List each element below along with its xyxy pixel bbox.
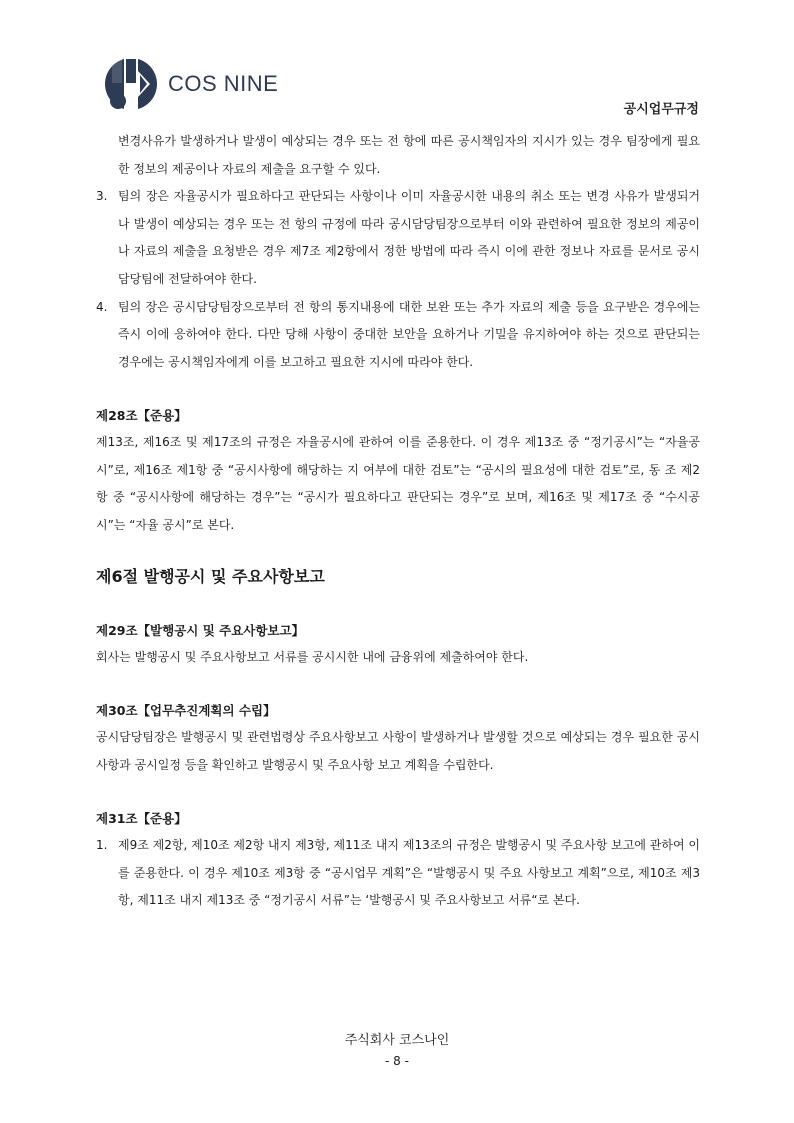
article-31-heading: 제31조【준용】 [96,811,187,827]
item-number: 4. [96,299,108,314]
logo-text: COS NINE [168,71,279,96]
page-number: - 8 - [385,1054,409,1068]
article-28-text: 제13조, 제16조 및 제17조의 규정은 자율공시에 관하여 이를 준용한다. 이 경우 제13조 중 “정기공시”는 “자율공시”로, 제16조 제1항 중 “공시사항에 해당하는 지 여부에 대한 검토”는 “공시의 필요성에 대한 검토”로, 동 조 제2항 중 “공시사항에 해당하는 경우”는 “공시가 필요하다고 판단되는 경우”로 보며, 제16조 및 제17조 중 “수시공시”는 “자율 공시”로 본다. [96,435,700,532]
item-3 [96,183,700,293]
item-2-continuation: 변경사유가 발생하거나 발생이 예상되는 경우 또는 전 항에 따른 공시책임자의 지시가 있는 경우 팀장에게 필요한 정보의 제공이나 자료의 제출을 요구할 수 있다. [118,134,700,176]
item-text: 제9조 제2항, 제10조 제2항 내지 제3항, 제11조 내지 제13조의 규정은 발행공시 및 주요사항 보고에 관하여 이를 준용한다. 이 경우 제10조 제3항 중 “공시업무 계획”은 “발행공시 및 주요 사항보고 계획”으로, 제10조 제3항, 제11조 내지 제13조 중 “정기공시 서류”는 ‘발행공시 및 주요사항보고 서류“로 본다. [118,838,700,908]
article-28-heading: 제28조【준용】 [96,408,187,424]
article-29-heading: 제29조【발행공시 및 주요사항보고】 [96,622,305,638]
document-title: 공시업무규정 [623,102,699,117]
article-31-item-1 [96,832,700,915]
item-text: 팀의 장은 자율공시가 필요하다고 판단되는 사항이나 이미 자율공시한 내용의 취소 또는 변경 사유가 발생되거나 발생이 예상되는 경우 또는 전 항의 규정에 따라 공시담당팀장으로부터 이와 관련하여 필요한 정보의 제공이나 자료의 제출을 요청받은 경우 제7조 제2항에서 정한 방법에 따라 즉시 이에 관한 정보나 자료를 문서로 공시담당팀에 전달하여야 한다. [118,189,700,286]
cos-nine-logo-icon [104,55,158,113]
item-4 [96,294,700,377]
article-30-text: 공시담당팀장은 발행공시 및 관련법령상 주요사항보고 사항이 발생하거나 발생할 것으로 예상되는 경우 필요한 공시사항과 공시일정 등을 확인하고 발행공시 및 주요사항 보고 계획을 수립한다. [96,730,700,772]
company-logo [104,55,278,113]
item-number: 3. [96,189,108,204]
document-body [96,128,700,915]
article-29-text: 회사는 발행공시 및 주요사항보고 서류를 공시시한 내에 금융위에 제출하여야 한다. [96,649,529,664]
footer-company: 주식회사 코스나인 [344,1033,450,1048]
item-text: 팀의 장은 공시담당팀장으로부터 전 항의 통지내용에 대한 보완 또는 추가 자료의 제출 등을 요구받은 경우에는 즉시 이에 응하여야 한다. 다만 당해 사항이 중대한 보안을 요하거나 기밀을 유지하여야 하는 것으로 판단되는 경우에는 공시책임자에게 이를 보고하고 필요한 지시에 따라야 한다. [118,299,700,369]
item-number: 1. [96,838,108,853]
article-30-heading: 제30조【업무추진계획의 수립】 [96,703,276,719]
section-6-title: 제6절 발행공시 및 주요사항보고 [96,566,325,586]
